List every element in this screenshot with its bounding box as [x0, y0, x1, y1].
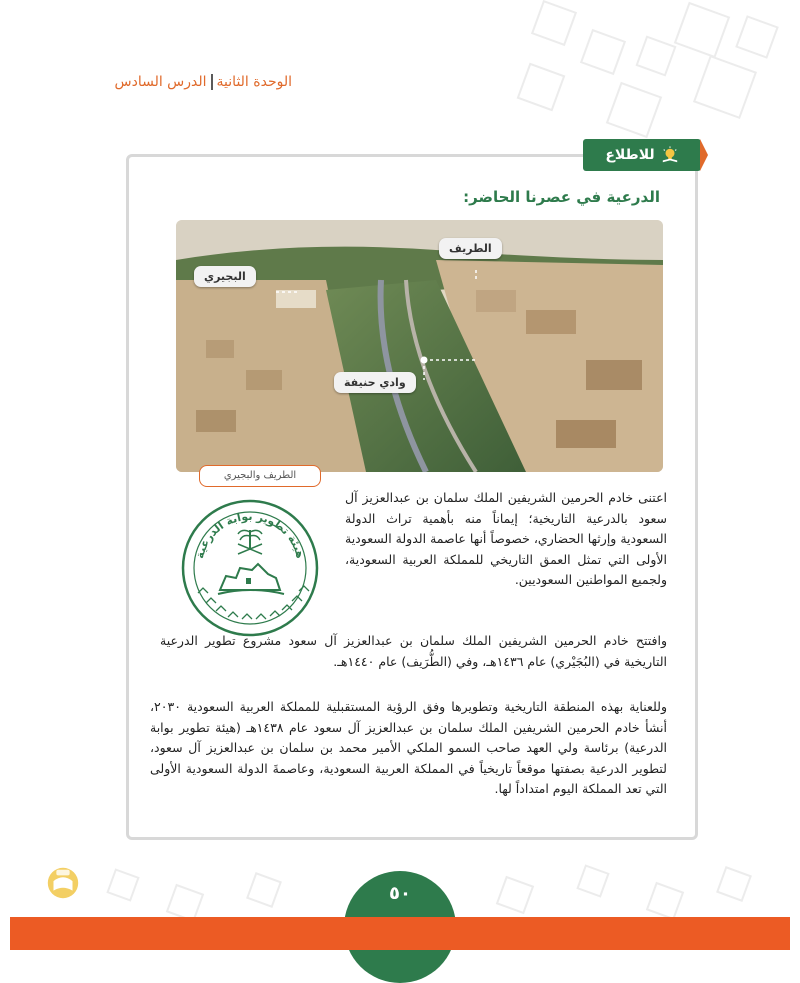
page-number: ٥٠ [389, 883, 411, 904]
unit-label: الوحدة الثانية [216, 74, 292, 90]
decor-square [246, 872, 282, 908]
decor-square [576, 864, 609, 897]
aerial-photo [176, 220, 663, 472]
decor-square [716, 866, 752, 902]
info-tag-label: للاطلاع [605, 147, 655, 163]
decor-square [674, 2, 730, 58]
label-wadi-hanifa: وادي حنيفة [334, 372, 416, 393]
lesson-label: الدرس السادس [114, 74, 207, 90]
decor-square [735, 15, 779, 59]
bottom-bar [10, 917, 790, 950]
label-turaif: الطريف [439, 238, 502, 259]
decor-square [106, 868, 139, 901]
page-header [92, 74, 292, 90]
decor-square [646, 882, 684, 920]
decor-square [531, 0, 577, 46]
decor-square [635, 35, 676, 76]
paragraph-3: وللعناية بهذه المنطقة التاريخية وتطويرها وفق الرؤية المستقبلية للمملكة العربية السعودية ٢٠٣٠، أنشأ خادم الحرمين الشريفين الملك سلمان بن عبدالعزيز آل سعود عام ١٤٣٨هـ (هيئة تطوير بوابة الدرعية) برئاسة ولي العهد صاحب السمو الملكي الأمير محمد بن سلمان بن عبدالعزيز آل سعود، لتطوير الدرعية بصفتها موقعاً تاريخياً في المملكة العربية السعودية، وعاصمةَ الدولة السعودية الأولى التي تعد المملكة اليوم امتداداً لها. [150, 699, 667, 796]
decor-square [496, 876, 534, 914]
header-separator [211, 74, 213, 90]
aerial-photo-illustration [176, 220, 663, 472]
decor-square [606, 82, 662, 138]
logo-ring-text: هيئة تطوير بوابة الدرعية [193, 509, 307, 560]
paragraph-2: وافتتح خادم الحرمين الشريفين الملك سلمان بن عبدالعزيز آل سعود مشروع تطوير الدرعية التاريخية في (البُجَيْري) عام ١٤٣٦هـ، وفي (الطُّرَيف) عام ١٤٤٠هـ. [160, 633, 667, 669]
decor-square [580, 29, 626, 75]
book-logo-icon [44, 864, 82, 902]
lightbulb-book-icon [661, 146, 679, 164]
label-bujairi: البجيري [194, 266, 256, 287]
paragraph-1: اعتنى خادم الحرمين الشريفين الملك سلمان بن عبدالعزيز آل سعود بالدرعية التاريخية؛ إيماناً منه بأهمية تراث الدولة السعودية وإرثها الحضاري، خصوصاً أنها عاصمة الدولة السعودية الأولى التي تمثل العمق التاريخي للمملكة العربية السعودية، ولجميع المواطنين السعوديين. [345, 490, 667, 587]
photo-caption: الطريف والبجيري [199, 465, 321, 487]
info-tag [583, 139, 701, 171]
saudi-emblem-icon [238, 530, 262, 554]
diriyah-gate-logo [180, 498, 320, 638]
section-title: الدرعية في عصرنا الحاضر: [463, 188, 660, 206]
decor-square [517, 63, 566, 112]
decor-square [693, 55, 757, 119]
